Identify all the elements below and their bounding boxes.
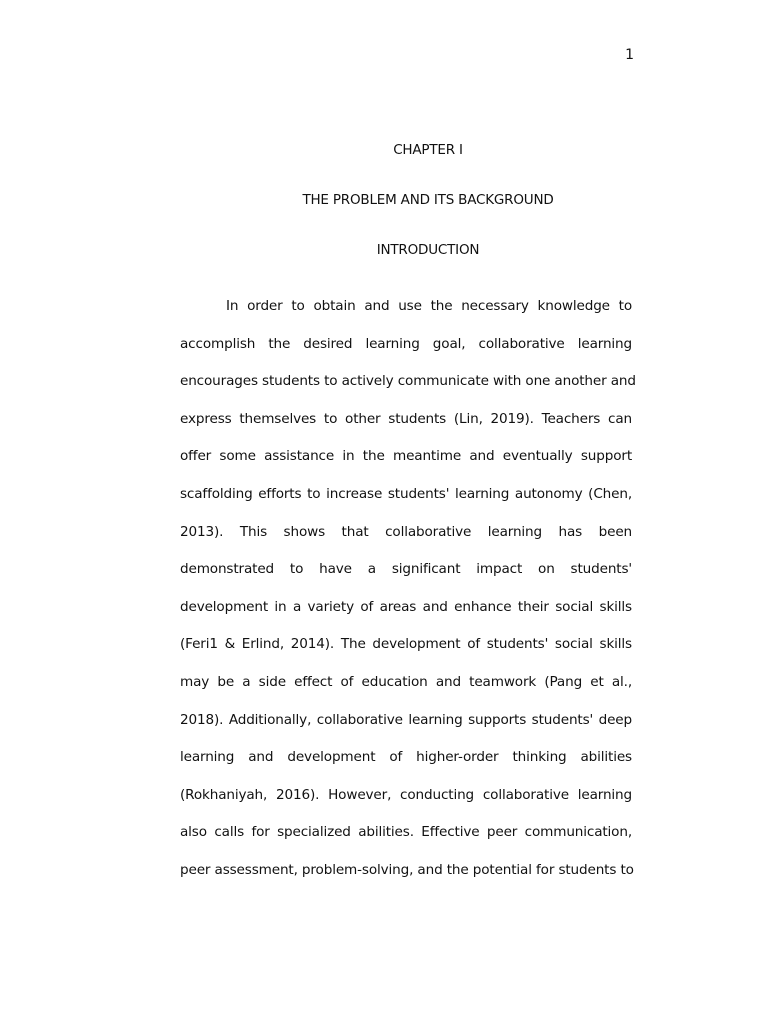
paragraph-line: encourages students to actively communicate with one another and [180,373,636,390]
paragraph-line: 2013). This shows that collaborative learning has been [180,523,632,540]
page-number: 1 [625,47,634,63]
paragraph-line: peer assessment, problem-solving, and the potential for students to [180,861,634,878]
paragraph-line: accomplish the desired learning goal, collaborative learning [180,335,632,352]
paragraph-line: demonstrated to have a significant impact on students' [180,561,632,578]
paragraph-line: In order to obtain and use the necessary knowledge to [226,298,632,314]
paragraph-line: may be a side effect of education and teamwork (Pang et al., [180,673,632,690]
paragraph-line: (Feri1 & Erlind, 2014). The development of students' social skills [180,636,632,653]
paragraph-line: also calls for specialized abilities. Effective peer communication, [180,824,632,841]
section-heading: INTRODUCTION [376,242,480,258]
paragraph-line: (Rokhaniyah, 2016). However, conducting collaborative learning [180,786,632,803]
chapter-title: THE PROBLEM AND ITS BACKGROUND [302,192,554,208]
paragraph-line: learning and development of higher-order thinking abilities [180,749,632,766]
introduction-paragraph [180,288,636,890]
paragraph-line: scaffolding efforts to increase students' learning autonomy (Chen, [180,485,632,502]
paragraph-line: express themselves to other students (Lin, 2019). Teachers can [180,410,632,427]
paragraph-line: offer some assistance in the meantime and eventually support [180,448,632,465]
paragraph-line: 2018). Additionally, collaborative learning supports students' deep [180,711,632,728]
chapter-heading: CHAPTER I [393,142,463,158]
paragraph-line: development in a variety of areas and enhance their social skills [180,598,632,615]
